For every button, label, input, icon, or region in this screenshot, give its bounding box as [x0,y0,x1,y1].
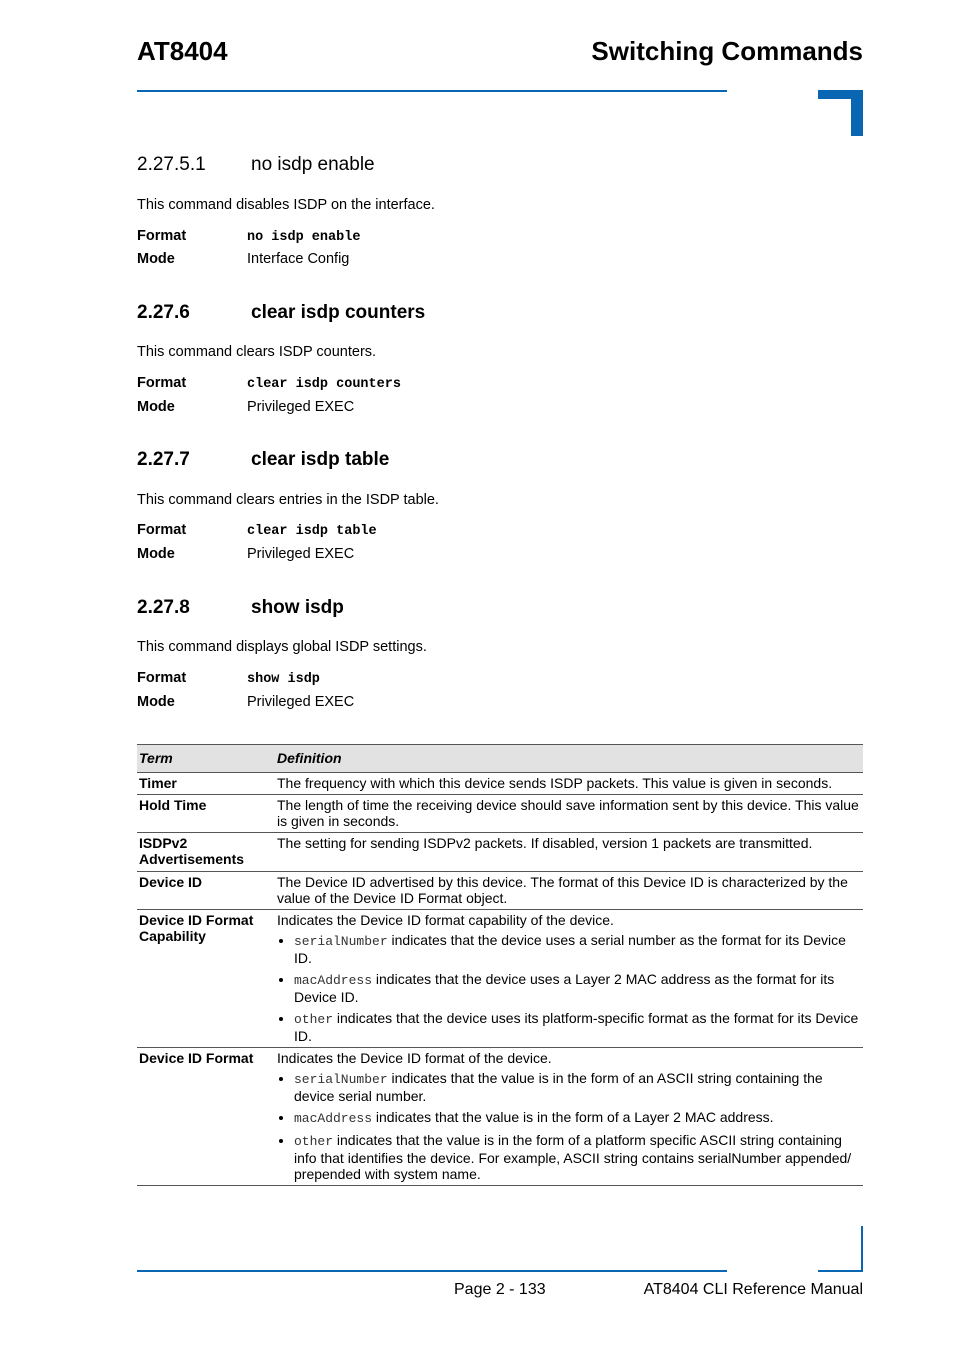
definition-cell [275,1048,863,1186]
format-value: clear isdp counters [247,377,401,392]
section-title: clear isdp table [251,449,390,470]
format-row [137,670,320,687]
mode-value: Privileged EXEC [247,546,355,562]
term-cell: Device ID Format [137,1048,275,1186]
definition-intro: Indicates the Device ID format capability of the device. [277,912,614,928]
term-cell: Device ID [137,872,275,910]
term-cell: Device ID Format Capability [137,910,275,1048]
section-description: This command displays global ISDP settings. [137,639,427,655]
section-number: 2.27.7 [137,449,190,470]
table-row [137,1048,863,1186]
code-term: serialNumber [294,1072,388,1087]
mode-label: Mode [137,694,175,710]
format-row [137,228,360,245]
table-row [137,795,863,833]
code-term: other [294,1012,334,1027]
mode-row [137,399,354,415]
code-term: serialNumber [294,934,388,949]
list-item [294,971,861,1005]
table-row [137,773,863,795]
bullet-list [277,1070,861,1182]
bullet-text: indicates that the device uses a Layer 2 MAC address as the format for its Device ID. [294,971,835,1005]
list-item [294,1010,861,1044]
format-label: Format [137,522,187,538]
header-corner-mark [818,90,863,136]
section-number: 2.27.8 [137,597,190,618]
page-number: Page 2 - 133 [454,1281,546,1298]
bullet-text: indicates that the value is in the form of a Layer 2 MAC address. [372,1109,774,1125]
section-heading [137,302,425,324]
list-item [294,1132,861,1182]
mode-value: Privileged EXEC [247,399,355,415]
format-row [137,522,377,539]
column-header-definition: Definition [275,745,863,773]
list-item [294,932,861,966]
format-label: Format [137,228,187,244]
code-term: macAddress [294,1111,373,1126]
term-cell: Hold Time [137,795,275,833]
section-heading [137,449,389,471]
section-title: show isdp [251,597,344,618]
mode-label: Mode [137,399,175,415]
table-header-row [137,745,863,773]
header-title-right: Switching Commands [591,36,863,66]
definition-intro: Indicates the Device ID format of the device. [277,1050,552,1066]
term-definition-table [137,744,863,1186]
bullet-list [277,932,861,1044]
table-row [137,910,863,1048]
section-number: 2.27.6 [137,302,190,323]
header-rule [137,90,727,92]
format-value: show isdp [247,672,320,687]
definition-cell [275,910,863,1048]
format-row [137,375,401,392]
section-title: no isdp enable [251,154,375,175]
mode-row [137,694,354,710]
table-row [137,833,863,872]
code-term: other [294,1134,334,1149]
footer-rule [137,1270,727,1272]
term-cell: Timer [137,773,275,795]
footer-corner-mark [818,1226,863,1272]
format-value: no isdp enable [247,230,361,245]
term-cell: ISDPv2 Advertisements [137,833,275,872]
section-description: This command clears entries in the ISDP table. [137,492,439,508]
header-title-left: AT8404 [137,36,228,66]
bullet-text: indicates that the device uses its platform-specific format as the format for its Device ID. [294,1010,859,1044]
code-term: macAddress [294,973,373,988]
mode-label: Mode [137,546,175,562]
mode-value: Interface Config [247,251,350,267]
definition-cell: The length of time the receiving device should save information sent by this device. This value is given in seconds. [275,795,863,833]
format-value: clear isdp table [247,524,377,539]
format-label: Format [137,375,187,391]
section-heading [137,154,375,176]
mode-label: Mode [137,251,175,267]
bullet-text: indicates that the device uses a serial number as the format for its Device ID. [294,932,846,966]
table-row [137,872,863,910]
section-description: This command clears ISDP counters. [137,344,377,360]
section-title: clear isdp counters [251,302,426,323]
section-heading [137,597,344,619]
section-number: 2.27.5.1 [137,154,206,175]
definition-cell: The Device ID advertised by this device. The format of this Device ID is characterized by the value of the Device ID Format object. [275,872,863,910]
mode-row [137,251,349,267]
section-description: This command disables ISDP on the interface. [137,197,435,213]
column-header-term: Term [137,745,275,773]
manual-title: AT8404 CLI Reference Manual [643,1281,863,1298]
definition-cell: The setting for sending ISDPv2 packets. If disabled, version 1 packets are transmitted. [275,833,863,872]
format-label: Format [137,670,187,686]
mode-row [137,546,354,562]
list-item [294,1070,861,1104]
bullet-text: indicates that the value is in the form of a platform specific ASCII string containing info that identifies the device. For example, ASCII string contains serialNumber appended/ prepended with system name. [294,1132,852,1182]
bullet-text: indicates that the value is in the form of an ASCII string containing the device serial number. [294,1070,823,1104]
mode-value: Privileged EXEC [247,694,355,710]
definition-cell: The frequency with which this device sends ISDP packets. This value is given in seconds. [275,773,863,795]
list-item [294,1109,861,1127]
